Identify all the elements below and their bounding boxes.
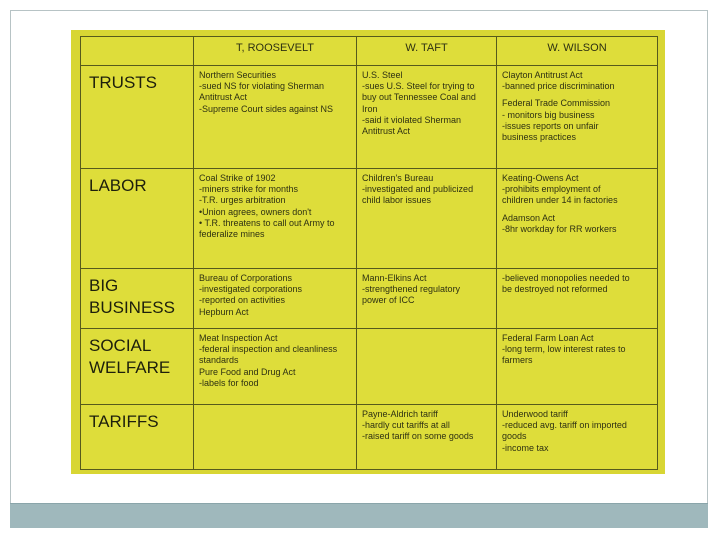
cell-line: Bureau of Corporations xyxy=(199,273,293,283)
cell-line: buy out Tennessee Coal and xyxy=(362,92,476,103)
cell-line: -prohibits employment of xyxy=(502,184,601,195)
cell-line: federalize mines xyxy=(199,229,265,240)
cell-line: -sues U.S. Steel for trying to xyxy=(362,81,475,92)
row-label-labor xyxy=(81,169,194,269)
cell-roosevelt xyxy=(194,66,357,169)
cell-line: Federal Farm Loan Act xyxy=(502,333,594,343)
cell-line: Antitrust Act xyxy=(362,126,411,137)
cell-line: farmers xyxy=(502,355,533,366)
cell-line: Children's Bureau xyxy=(362,173,434,183)
cell-line: power of ICC xyxy=(362,295,415,306)
table-row xyxy=(81,405,658,470)
column-header-wilson: W. WILSON xyxy=(497,37,658,66)
corner-cell xyxy=(81,37,194,66)
cell-line: Federal Trade Commission xyxy=(502,98,611,109)
column-header-roosevelt: T, ROOSEVELT xyxy=(194,37,357,66)
row-label-line: SOCIAL xyxy=(89,336,152,355)
row-label-line: BIG xyxy=(89,276,119,295)
cell-line: Adamson Act xyxy=(502,212,556,223)
cell-taft xyxy=(357,66,497,169)
cell-line: U.S. Steel xyxy=(362,70,403,80)
table-row xyxy=(81,66,658,169)
cell-wilson xyxy=(497,169,658,269)
table-row xyxy=(81,169,658,269)
cell-line: -T.R. urges arbitration xyxy=(199,195,286,206)
cell-roosevelt xyxy=(194,169,357,269)
slide-footer-band xyxy=(10,503,708,528)
cell-line: - monitors big business xyxy=(502,109,595,120)
cell-wilson xyxy=(497,66,658,169)
cell-line: Clayton Antitrust Act xyxy=(502,70,583,80)
cell-line: business practices xyxy=(502,132,577,143)
cell-line: -reduced avg. tariff on imported xyxy=(502,420,627,431)
cell-wilson xyxy=(497,329,658,405)
cell-line: Hepburn Act xyxy=(199,306,249,317)
cell-line: Northern Securities xyxy=(199,70,277,80)
cell-line: -issues reports on unfair xyxy=(502,120,599,131)
cell-taft xyxy=(357,405,497,470)
cell-line: Keating-Owens Act xyxy=(502,173,579,183)
cell-line: -investigated and publicized xyxy=(362,184,474,195)
row-label-line: TARIFFS xyxy=(89,412,159,431)
row-label-tariffs xyxy=(81,405,194,470)
cell-wilson xyxy=(497,269,658,329)
table-row xyxy=(81,329,658,405)
cell-line: -income tax xyxy=(502,442,549,453)
row-label-line: LABOR xyxy=(89,176,147,195)
cell-wilson xyxy=(497,405,658,470)
presidents-comparison-table xyxy=(80,36,658,470)
cell-line: -believed monopolies needed to xyxy=(502,273,630,283)
cell-line: -investigated corporations xyxy=(199,284,303,295)
cell-line: -said it violated Sherman xyxy=(362,114,462,125)
cell-line: goods xyxy=(502,431,527,442)
cell-line: -8hr workday for RR workers xyxy=(502,223,617,234)
cell-line: -Supreme Court sides against NS xyxy=(199,103,334,114)
cell-line: -labels for food xyxy=(199,377,259,388)
cell-roosevelt xyxy=(194,405,357,470)
cell-line: •Union agrees, owners don't xyxy=(199,206,312,217)
cell-line: -reported on activities xyxy=(199,295,286,306)
cell-taft xyxy=(357,329,497,405)
row-label-big-business xyxy=(81,269,194,329)
cell-roosevelt xyxy=(194,329,357,405)
cell-line: standards xyxy=(199,355,239,366)
table-row xyxy=(81,269,658,329)
cell-line: -sued NS for violating Sherman xyxy=(199,81,325,92)
cell-line: Iron xyxy=(362,103,378,114)
cell-line: -hardly cut tariffs at all xyxy=(362,420,450,431)
cell-line: -miners strike for months xyxy=(199,184,299,195)
cell-line: children under 14 in factories xyxy=(502,195,618,206)
cell-line: Meat Inspection Act xyxy=(199,333,278,343)
cell-taft xyxy=(357,269,497,329)
cell-line: -strengthened regulatory xyxy=(362,284,461,295)
row-label-trusts xyxy=(81,66,194,169)
row-label-line: TRUSTS xyxy=(89,73,157,92)
cell-line: • T.R. threatens to call out Army to xyxy=(199,217,335,228)
cell-line: Underwood tariff xyxy=(502,409,568,419)
cell-line: child labor issues xyxy=(362,195,432,206)
header-row xyxy=(81,37,658,66)
row-label-line: WELFARE xyxy=(89,358,171,377)
cell-line: Mann-Elkins Act xyxy=(362,273,427,283)
cell-line: Pure Food and Drug Act xyxy=(199,366,296,377)
cell-taft xyxy=(357,169,497,269)
cell-line: Antitrust Act xyxy=(199,92,248,103)
cell-line: -federal inspection and cleanliness xyxy=(199,344,338,355)
row-label-line: BUSINESS xyxy=(89,298,175,317)
cell-line: Coal Strike of 1902 xyxy=(199,173,276,183)
cell-line: Payne-Aldrich tariff xyxy=(362,409,438,419)
cell-line: -raised tariff on some goods xyxy=(362,431,474,442)
column-header-taft: W. TAFT xyxy=(357,37,497,66)
cell-line: be destroyed not reformed xyxy=(502,284,608,295)
cell-line: -banned price discrimination xyxy=(502,81,615,92)
cell-roosevelt xyxy=(194,269,357,329)
row-label-social-welfare xyxy=(81,329,194,405)
cell-line: -long term, low interest rates to xyxy=(502,344,626,355)
